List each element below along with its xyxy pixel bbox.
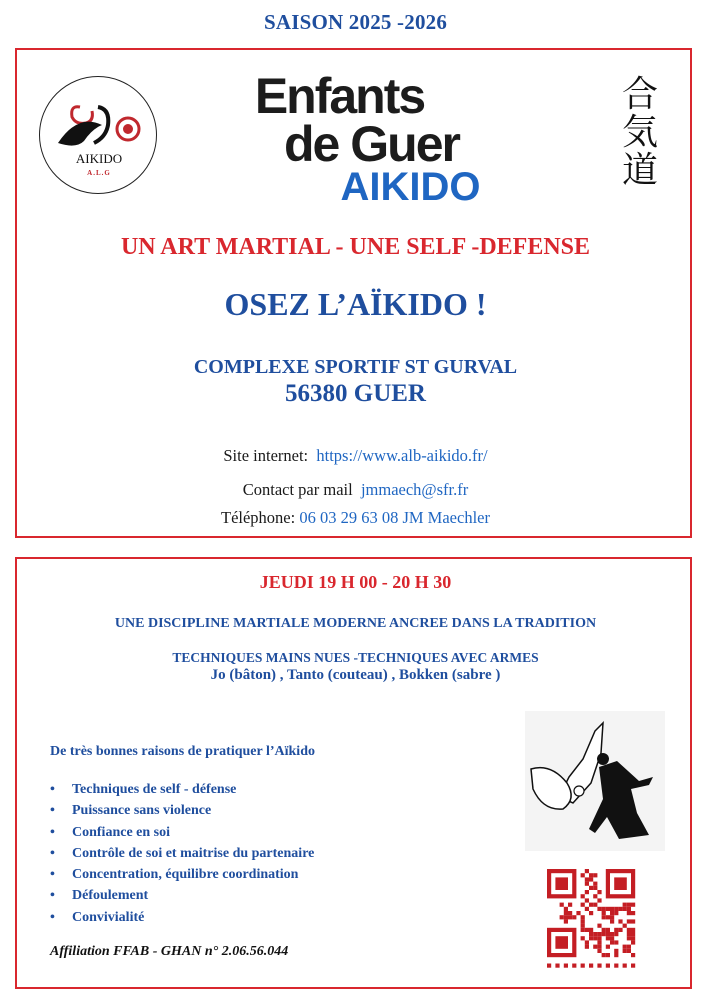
logo-sub: A.L.G bbox=[87, 169, 111, 177]
website-link[interactable]: https://www.alb-aikido.fr/ bbox=[316, 446, 488, 465]
website-label: Site internet: bbox=[223, 446, 309, 465]
website-line bbox=[17, 446, 694, 466]
bullet-icon: • bbox=[50, 845, 55, 861]
brand-line-2: de Guer bbox=[284, 116, 459, 172]
bullet-icon: • bbox=[50, 867, 55, 883]
kanji-2: 気 bbox=[621, 112, 658, 153]
headline: OSEZ L’AÏKIDO ! bbox=[224, 286, 487, 322]
list-item: • Défoulement bbox=[50, 885, 314, 906]
city: 56380 GUER bbox=[285, 380, 426, 407]
affiliation: Affiliation FFAB - GHAN n° 2.06.56.044 bbox=[50, 944, 289, 959]
kanji-1: 合 bbox=[621, 74, 658, 115]
mail-line bbox=[17, 480, 694, 500]
schedule: JEUDI 19 H 00 - 20 H 30 bbox=[259, 572, 452, 592]
list-item: • Contrôle de soi et maitrise du partenaire bbox=[50, 843, 314, 864]
phone-label: Téléphone: bbox=[221, 508, 296, 527]
program-panel bbox=[15, 557, 692, 989]
info-panel bbox=[15, 48, 692, 538]
discipline: UNE DISCIPLINE MARTIALE MODERNE ANCREE DANS LA TRADITION bbox=[114, 616, 597, 631]
bullet-icon: • bbox=[50, 824, 55, 840]
tagline: UN ART MARTIAL - UNE SELF -DEFENSE bbox=[120, 234, 591, 260]
reasons-list bbox=[50, 779, 314, 928]
list-item: • Puissance sans violence bbox=[50, 800, 314, 821]
logo-name: AIKIDO bbox=[75, 151, 123, 166]
list-item: • Confiance en soi bbox=[50, 822, 314, 843]
mail-label: Contact par mail bbox=[242, 480, 353, 499]
bullet-icon: • bbox=[50, 803, 55, 819]
season-title: SAISON 2025 -2026 bbox=[263, 10, 448, 34]
phone-line bbox=[17, 508, 694, 528]
aikido-throw-illustration bbox=[525, 711, 665, 851]
techniques: TECHNIQUES MAINS NUES -TECHNIQUES AVEC ARMES bbox=[172, 650, 539, 665]
venue: COMPLEXE SPORTIF ST GURVAL bbox=[193, 356, 518, 378]
list-item: • Techniques de self - défense bbox=[50, 779, 314, 800]
weapons: Jo (bâton) , Tanto (couteau) , Bokken (sabre ) bbox=[210, 667, 501, 683]
phone-value: 06 03 29 63 08 JM Maechler bbox=[299, 508, 490, 527]
list-item: • Convivialité bbox=[50, 907, 314, 928]
qr-code[interactable] bbox=[545, 867, 637, 971]
reasons-title: De très bonnes raisons de pratiquer l’Aïkido bbox=[50, 744, 315, 759]
mail-link[interactable]: jmmaech@sfr.fr bbox=[360, 480, 469, 499]
bullet-icon: • bbox=[50, 782, 55, 797]
bullet-icon: • bbox=[50, 909, 55, 925]
bullet-icon: • bbox=[50, 888, 55, 904]
kanji-3: 道 bbox=[621, 150, 658, 191]
aikido-kanji bbox=[618, 76, 662, 190]
brand-line-1: Enfants bbox=[254, 68, 425, 124]
brand-line-3: AIKIDO bbox=[340, 165, 481, 209]
list-item: • Concentration, équilibre coordination bbox=[50, 864, 314, 885]
